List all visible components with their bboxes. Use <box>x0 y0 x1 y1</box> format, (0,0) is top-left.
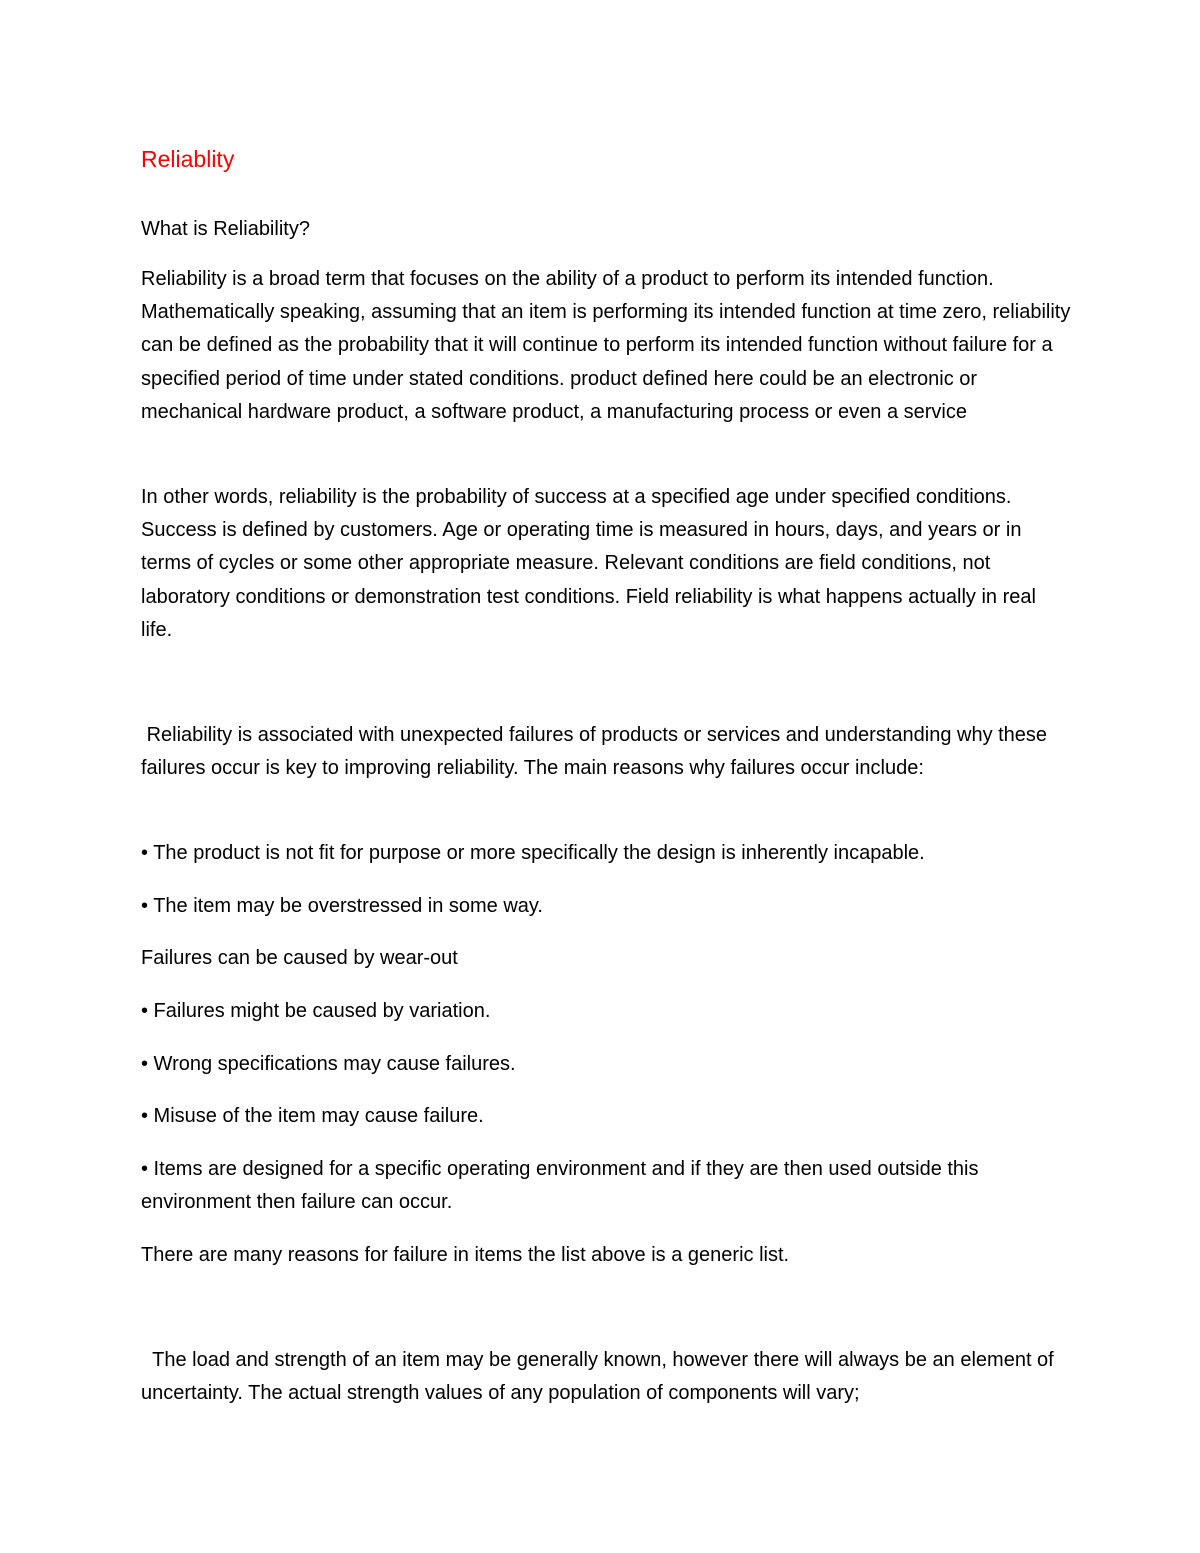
document-title: Reliablity <box>141 146 235 172</box>
definition-paragraph: Reliability is a broad term that focuses on the ability of a product to perform its intended function. Mathematically speaking, assuming that an item is performing its intended function at time zero, reliability can be defined as the probability that it will continue to perform its intended function without failure for a specified period of time under stated conditions. product defined here could be an electronic or mechanical hardware product, a software product, a manufacturing process or even a service <box>141 268 1071 423</box>
failure-reason-item: • Wrong specifications may cause failures. <box>141 1053 516 1075</box>
failure-reason-item: • The item may be overstressed in some way. <box>141 895 543 917</box>
load-strength-paragraph: The load and strength of an item may be generally known, however there will always be an element of uncertainty. The actual strength values of any population of components will vary; <box>141 1349 1060 1405</box>
failure-reason-item: • Failures might be caused by variation. <box>141 1000 491 1022</box>
failure-reason-item: • The product is not fit for purpose or more specifically the design is inherently incapable. <box>141 842 925 864</box>
section-question: What is Reliability? <box>141 218 310 240</box>
wear-out-line: Failures can be caused by wear-out <box>141 947 458 969</box>
other-words-paragraph: In other words, reliability is the probability of success at a specified age under specified conditions. Success is defined by customers. Age or operating time is measured in hours, days, and years or in terms of cycles or some other appropriate measure. Relevant conditions are field conditions, not laboratory conditions or demonstration test conditions. Field reliability is what happens actually in real life. <box>141 486 1036 641</box>
failure-reason-item: • Items are designed for a specific operating environment and if they are then used outside this environment then failure can occur. <box>141 1158 979 1214</box>
failure-reason-item: • Misuse of the item may cause failure. <box>141 1105 484 1127</box>
generic-list-note: There are many reasons for failure in items the list above is a generic list. <box>141 1244 790 1266</box>
failures-intro-paragraph: Reliability is associated with unexpected failures of products or services and understanding why these failures occur is key to improving reliability. The main reasons why failures occur include: <box>141 724 1053 780</box>
